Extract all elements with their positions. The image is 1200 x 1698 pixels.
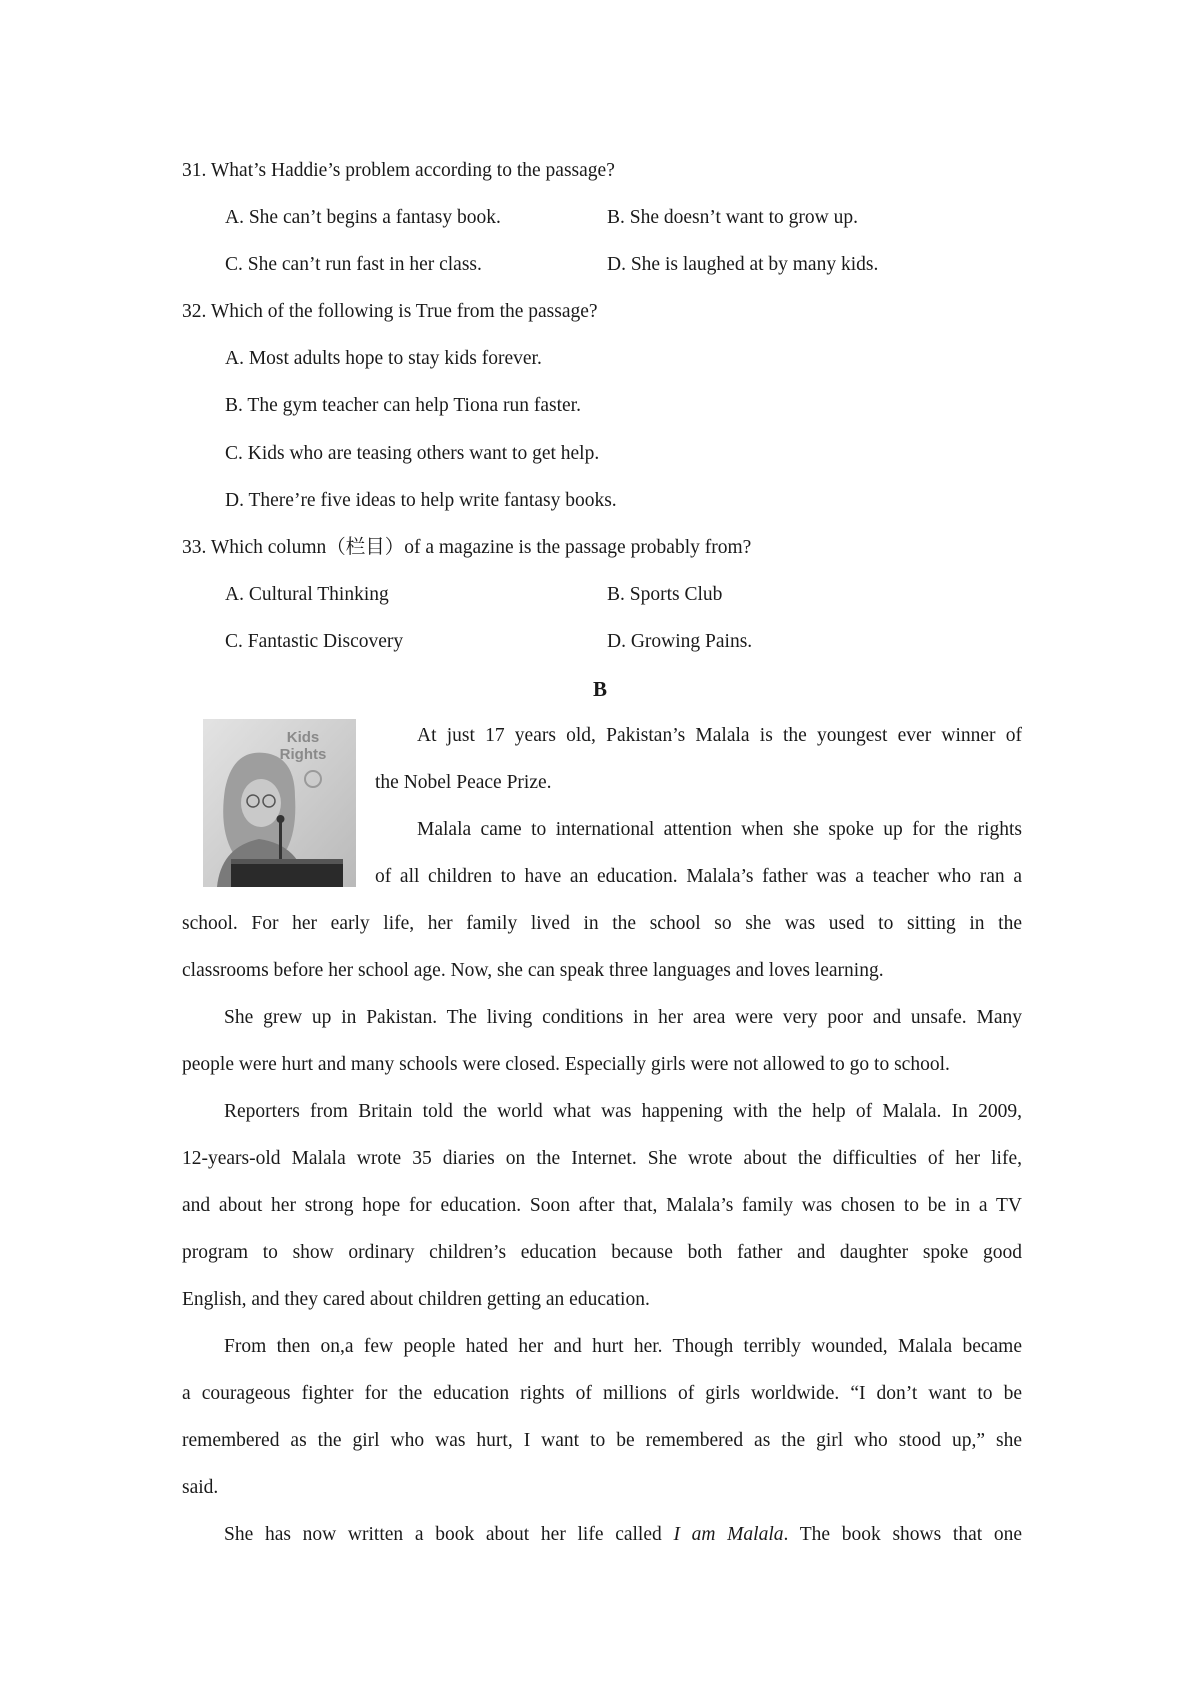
question-32-option-d: D. There’re five ideas to help write fantasy books. (225, 490, 617, 511)
p2-line2: of all children to have an education. Malala’s father was a teacher who ran a (375, 866, 1022, 887)
question-32-option-c: C. Kids who are teasing others want to get help. (225, 443, 600, 464)
p4-line5: English, and they cared about children getting an education. (182, 1289, 650, 1310)
p1-line1: At just 17 years old, Pakistan’s Malala is the youngest ever winner of (417, 725, 1022, 746)
question-31-option-a: A. She can’t begins a fantasy book. (225, 207, 501, 228)
p5-line2: a courageous fighter for the education rights of millions of girls worldwide. “I don’t want to be (182, 1383, 1022, 1404)
question-31-option-b: B. She doesn’t want to grow up. (607, 207, 858, 228)
question-33-option-b: B. Sports Club (607, 584, 723, 605)
question-31-option-c: C. She can’t run fast in her class. (225, 254, 482, 275)
p2-line4: classrooms before her school age. Now, she can speak three languages and loves learning. (182, 960, 884, 981)
question-32-stem: 32. Which of the following is True from the passage? (182, 301, 598, 322)
p6-text-after-title: . The book shows that one (783, 1524, 1022, 1545)
kids-rights-logo: Kids Rights (279, 729, 327, 763)
question-31-option-d: D. She is laughed at by many kids. (607, 254, 879, 275)
question-33-option-a: A. Cultural Thinking (225, 584, 389, 605)
p6-text-before-title: She has now written a book about her life called (224, 1524, 674, 1545)
p6-line1 (224, 1523, 1022, 1547)
question-31-stem: 31. What’s Haddie’s problem according to the passage? (182, 160, 615, 181)
p5-line4: said. (182, 1477, 219, 1498)
question-32-option-a: A. Most adults hope to stay kids forever. (225, 348, 542, 369)
p2-line1: Malala came to international attention when she spoke up for the rights (417, 819, 1022, 840)
question-32-option-b: B. The gym teacher can help Tiona run faster. (225, 395, 581, 416)
p4-line2: 12-years-old Malala wrote 35 diaries on the Internet. She wrote about the difficulties of her life, (182, 1148, 1022, 1169)
p4-line1: Reporters from Britain told the world what was happening with the help of Malala. In 2009, (224, 1101, 1022, 1122)
book-title: I am Malala (673, 1524, 784, 1545)
p1-line2: the Nobel Peace Prize. (375, 772, 552, 793)
p5-line3: remembered as the girl who was hurt, I want to be remembered as the girl who stood up,” she (182, 1430, 1022, 1451)
p4-line4: program to show ordinary children’s education because both father and daughter spoke good (182, 1242, 1022, 1263)
p3-line2: people were hurt and many schools were closed. Especially girls were not allowed to go to school. (182, 1054, 950, 1075)
p5-line1: From then on,a few people hated her and hurt her. Though terribly wounded, Malala became (224, 1336, 1022, 1357)
p3-line1: She grew up in Pakistan. The living conditions in her area were very poor and unsafe. Many (224, 1007, 1022, 1028)
malala-photo (203, 719, 356, 887)
section-b-heading: B (592, 677, 607, 701)
question-33-option-c: C. Fantastic Discovery (225, 631, 404, 652)
question-33-option-d: D. Growing Pains. (607, 631, 753, 652)
p4-line3: and about her strong hope for education. Soon after that, Malala’s family was chosen to be in a TV (182, 1195, 1022, 1216)
p2-line3: school. For her early life, her family lived in the school so she was used to sitting in the (182, 913, 1022, 934)
question-33-stem: 33. Which column（栏目）of a magazine is the passage probably from? (182, 537, 752, 558)
